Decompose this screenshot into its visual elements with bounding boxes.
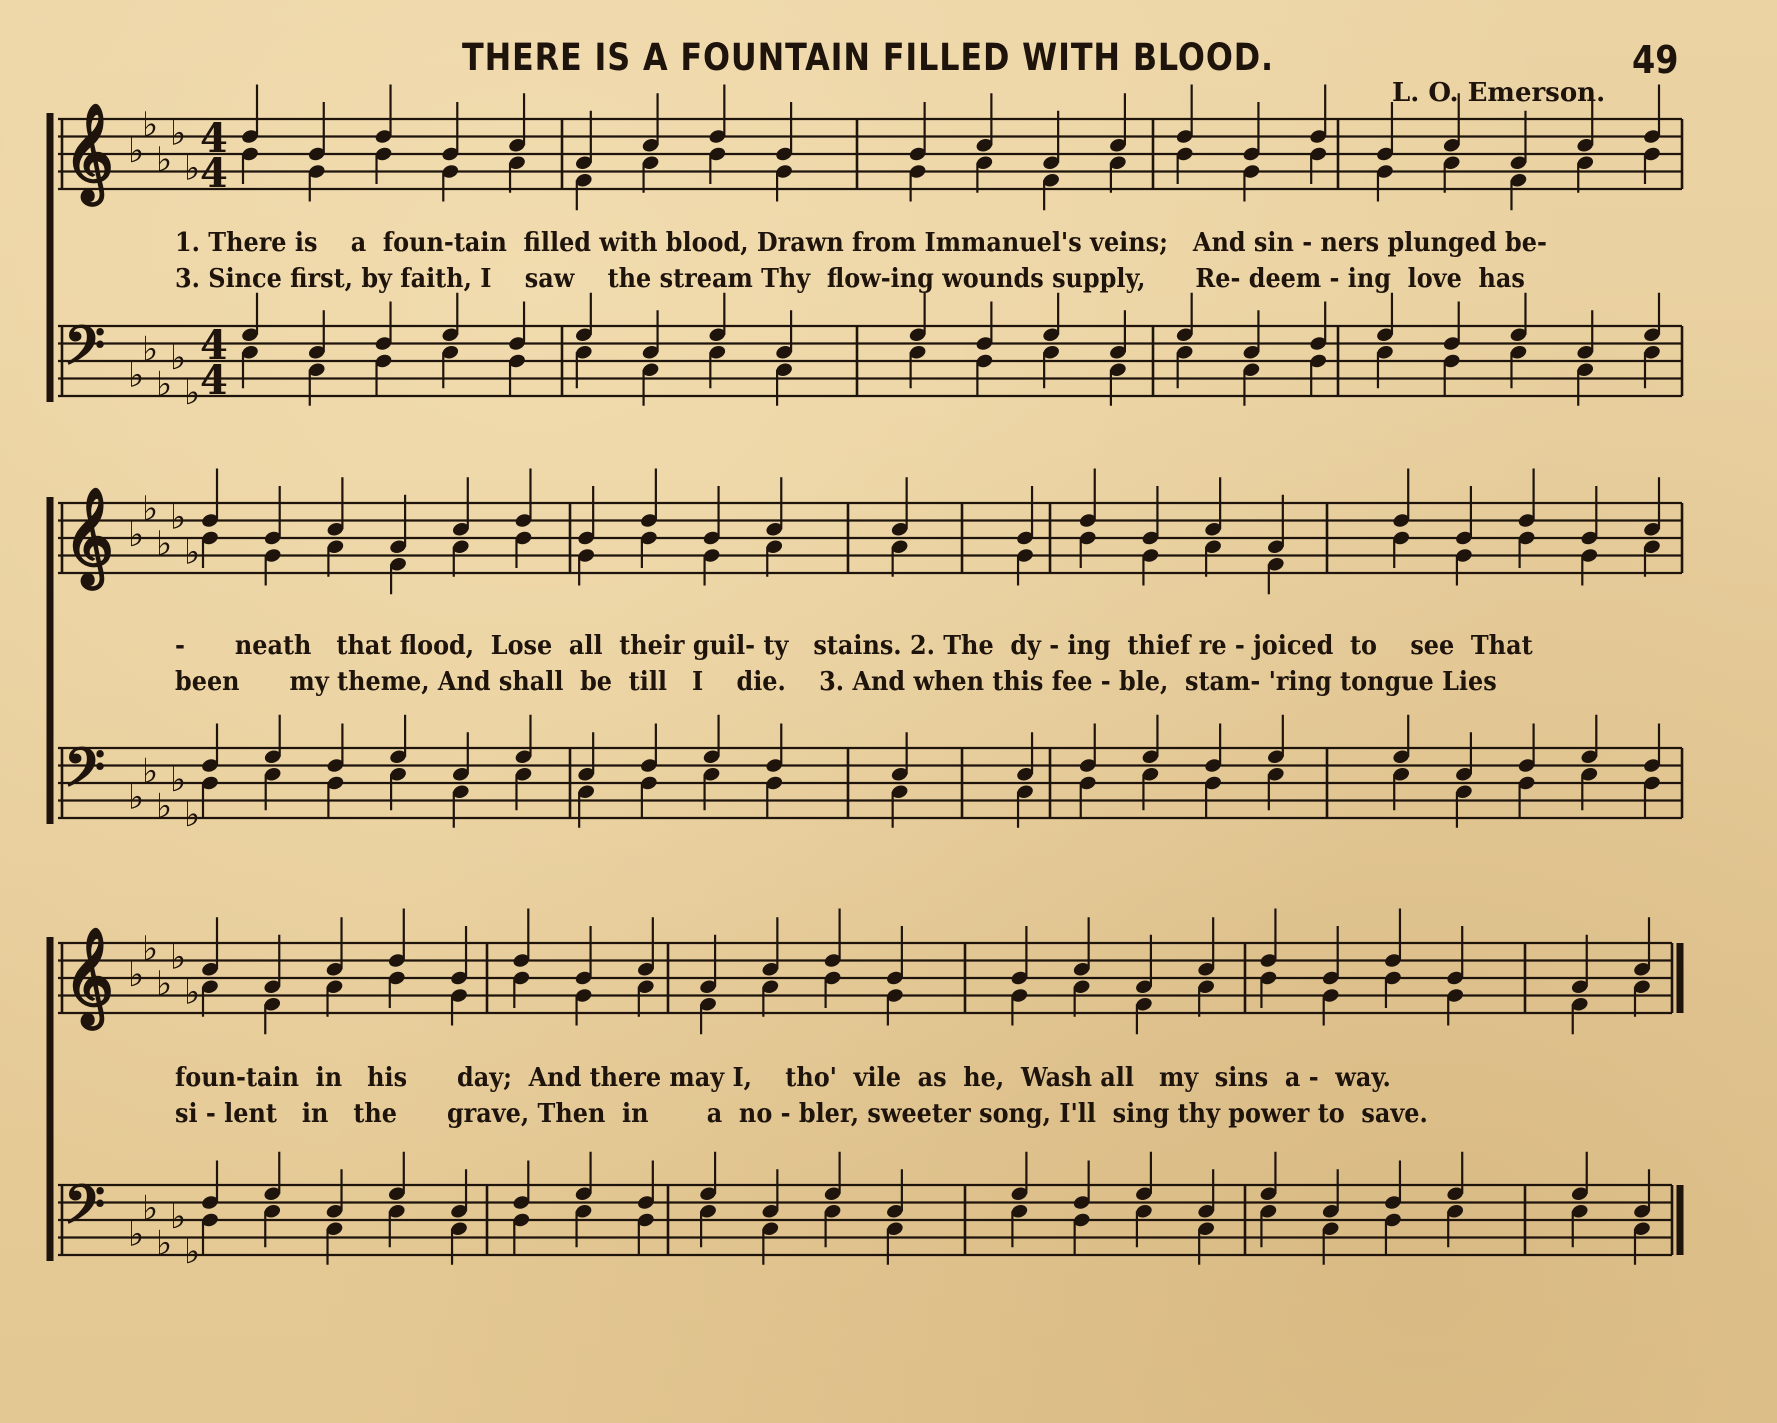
flat-icon: ♭ [156,364,173,405]
flat-icon: ♭ [170,760,187,800]
flat-icon: ♭ [156,1223,173,1264]
flat-icon: ♭ [184,532,201,573]
flat-icon: ♭ [156,139,173,180]
treble-clef-icon: 𝄞 [64,102,114,201]
treble-clef-icon: 𝄞 [64,926,114,1025]
flat-icon: ♭ [184,972,201,1013]
hymn-title: THERE IS A FOUNTAIN FILLED WITH BLOOD. [462,36,1274,79]
time-signature-bottom: 4 [200,150,228,197]
flat-icon: ♭ [184,795,201,835]
flat-icon: ♭ [142,329,159,370]
flat-icon: ♭ [184,1232,201,1272]
time-signature-top: 4 [200,322,228,369]
flat-icon: ♭ [142,104,159,145]
lyric-line-system1-verse1: 1. There is a foun-tain filled with blood, Drawn from Immanuel's veins; And sin - ners plunged be- [175,228,1547,258]
flat-icon: ♭ [128,955,145,995]
flat-icon: ♭ [128,131,145,171]
bass-clef-icon: 𝄢 [64,315,106,390]
flat-icon: ♭ [170,1197,187,1237]
lyric-line-system3-verse3: si - lent in the grave, Then in a no - bler, sweeter song, I'll sing thy power to save. [175,1099,1428,1129]
flat-icon: ♭ [128,777,145,818]
lyric-line-system2-verse3: been my theme, And shall be till I die. 3. And when this fee - ble, stam- 'ring tongue Lies [175,667,1497,697]
lyric-line-system2-verse1: - neath that flood, Lose all their guil- ty stains. 2. The dy - ing thief re - joiced to see That [175,631,1533,661]
flat-icon: ♭ [170,113,187,154]
flat-icon: ♭ [170,338,187,378]
flat-icon: ♭ [142,928,159,969]
flat-icon: ♭ [128,515,145,555]
lyric-line-system1-verse3: 3. Since first, by faith, I saw the stream Thy flow-ing wounds supply, Re- deem - ing love has [175,264,1525,294]
bass-clef-icon: 𝄢 [64,737,106,812]
flat-icon: ♭ [142,751,159,792]
flat-icon: ♭ [142,488,159,529]
flat-icon: ♭ [170,937,187,978]
treble-clef-icon: 𝄞 [64,486,114,585]
time-signature-top: 4 [200,115,228,162]
flat-icon: ♭ [170,497,187,538]
flat-icon: ♭ [156,786,173,827]
time-signature-bottom: 4 [200,357,228,404]
lyric-line-system3-verse1: foun-tain in his day; And there may I, tho' vile as he, Wash all my sins a - way. [175,1063,1391,1093]
flat-icon: ♭ [128,1214,145,1255]
flat-icon: ♭ [156,523,173,564]
flat-icon: ♭ [184,148,201,189]
flat-icon: ♭ [142,1188,159,1229]
composer-credit: L. O. Emerson. [1392,78,1606,108]
flat-icon: ♭ [156,963,173,1004]
bass-clef-icon: 𝄢 [64,1174,106,1249]
flat-icon: ♭ [128,355,145,396]
page-number: 49 [1632,38,1679,82]
flat-icon: ♭ [184,373,201,413]
